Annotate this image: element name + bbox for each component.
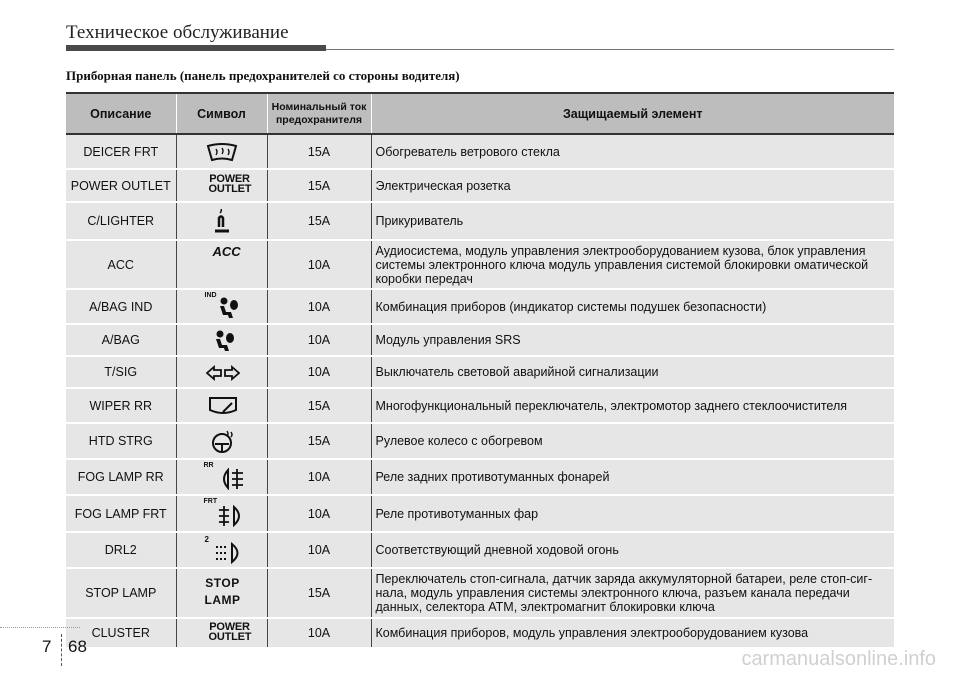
- row-rating: 10A: [267, 356, 371, 388]
- acc-symbol: ACC: [212, 244, 241, 259]
- row-protected: Прикуриватель: [371, 202, 894, 240]
- row-protected: Реле противотуманных фар: [371, 495, 894, 532]
- header-rule: [326, 49, 894, 50]
- row-protected: Переключатель стоп-сигнала, датчик заряда аккумуляторной батареи, реле стоп-сиг-нала, модуль управления системы электронного ключа, разъем канала передачи данных, селектора АТМ, электромагнит блокировки ключа: [371, 568, 894, 618]
- table-row: [66, 240, 894, 289]
- row-protected: Комбинация приборов, модуль управления электрооборудованием кузова: [371, 618, 894, 648]
- table-row: [66, 459, 894, 495]
- column-header-description: Описание: [66, 93, 176, 134]
- row-rating: 10A: [267, 532, 371, 568]
- airbag-icon: [215, 296, 241, 320]
- row-description: T/SIG: [66, 356, 176, 388]
- row-description: DEICER FRT: [66, 134, 176, 169]
- airbag-icon: [211, 329, 237, 353]
- table-row: [66, 289, 894, 324]
- row-symbol: [176, 459, 267, 495]
- row-protected: Модуль управления SRS: [371, 324, 894, 356]
- table-row: [66, 618, 894, 648]
- row-symbol: [176, 289, 267, 324]
- ind-label: IND: [204, 292, 217, 299]
- row-rating: 15A: [267, 388, 371, 423]
- table-row: [66, 495, 894, 532]
- row-description: C/LIGHTER: [66, 202, 176, 240]
- row-description: A/BAG IND: [66, 289, 176, 324]
- table-row: [66, 568, 894, 618]
- column-header-protected: Защищаемый элемент: [371, 93, 894, 134]
- turn-signal-icon: [206, 365, 240, 381]
- row-protected: Многофункциональный переключатель, электромотор заднего стеклоочистителя: [371, 388, 894, 423]
- row-description: CLUSTER: [66, 618, 176, 648]
- row-rating: 15A: [267, 134, 371, 169]
- column-header-symbol: Символ: [176, 93, 267, 134]
- page-header-title: Техническое обслуживание: [66, 22, 289, 43]
- drl-icon: [215, 542, 245, 564]
- row-symbol: [176, 356, 267, 388]
- row-symbol: [176, 495, 267, 532]
- table-row: [66, 169, 894, 202]
- rear-wiper-icon: [208, 396, 238, 418]
- watermark: carmanualsonline.info: [741, 648, 936, 670]
- row-protected: Соответствующий дневной ходовой огонь: [371, 532, 894, 568]
- cigar-lighter-icon: [211, 209, 233, 235]
- row-symbol: [176, 388, 267, 423]
- row-description: FOG LAMP RR: [66, 459, 176, 495]
- row-symbol: [176, 324, 267, 356]
- row-rating: 10A: [267, 495, 371, 532]
- row-description: HTD STRG: [66, 423, 176, 459]
- row-description: POWER OUTLET: [66, 169, 176, 202]
- heated-steering-icon: [210, 429, 236, 455]
- row-rating: 10A: [267, 459, 371, 495]
- table-header-row: [66, 93, 894, 134]
- front-fog-icon: [217, 505, 245, 527]
- row-protected: Комбинация приборов (индикатор системы подушек безопасности): [371, 289, 894, 324]
- rr-label: RR: [203, 462, 214, 469]
- row-rating: 15A: [267, 169, 371, 202]
- row-protected: Реле задних противотуманных фонарей: [371, 459, 894, 495]
- table-row: [66, 532, 894, 568]
- row-description: STOP LAMP: [66, 568, 176, 618]
- header-bar: [66, 45, 326, 51]
- row-description: WIPER RR: [66, 388, 176, 423]
- row-rating: 10A: [267, 618, 371, 648]
- row-symbol: [176, 532, 267, 568]
- row-symbol: [176, 618, 267, 648]
- footer-separator: [61, 634, 62, 666]
- row-protected: Аудиосистема, модуль управления электрооборудованием кузова, блок управления системы электронного ключа модуль управления системой блокировки оматической коробки передач: [371, 240, 894, 289]
- row-rating: 10A: [267, 289, 371, 324]
- stop-lamp-symbol: STOP LAMP: [204, 576, 241, 607]
- table-row: [66, 324, 894, 356]
- section-title: Приборная панель (панель предохранителей со стороны водителя): [66, 68, 460, 83]
- row-symbol: [176, 134, 267, 169]
- row-symbol: [176, 240, 267, 289]
- row-description: DRL2: [66, 532, 176, 568]
- row-symbol: [176, 568, 267, 618]
- row-symbol: [176, 169, 267, 202]
- row-protected: Выключатель световой аварийной сигнализации: [371, 356, 894, 388]
- table-row: [66, 388, 894, 423]
- row-description: FOG LAMP FRT: [66, 495, 176, 532]
- table-row: [66, 134, 894, 169]
- defroster-icon: [205, 141, 239, 163]
- table-row: [66, 356, 894, 388]
- frt-label: FRT: [203, 498, 218, 505]
- rear-fog-icon: [219, 468, 245, 490]
- row-rating: 15A: [267, 202, 371, 240]
- row-symbol: [176, 202, 267, 240]
- row-rating: 10A: [267, 240, 371, 289]
- row-rating: 15A: [267, 568, 371, 618]
- power-outlet-symbol: POWER OUTLET: [208, 621, 252, 643]
- power-outlet-symbol: POWER OUTLET: [208, 173, 252, 195]
- footer-rule: [0, 627, 80, 628]
- row-protected: Обогреватель ветрового стекла: [371, 134, 894, 169]
- chapter-number: 7: [42, 637, 52, 656]
- row-rating: 15A: [267, 423, 371, 459]
- page-number: 68: [68, 637, 87, 656]
- row-description: A/BAG: [66, 324, 176, 356]
- fuse-table: [66, 92, 894, 649]
- row-protected: Электрическая розетка: [371, 169, 894, 202]
- row-protected: Рулевое колесо с обогревом: [371, 423, 894, 459]
- table-row: [66, 202, 894, 240]
- column-header-rating: Номинальный ток предохранителя: [267, 93, 371, 134]
- row-rating: 10A: [267, 324, 371, 356]
- row-symbol: [176, 423, 267, 459]
- drl-label: 2: [204, 535, 209, 544]
- table-row: [66, 423, 894, 459]
- row-description: ACC: [66, 240, 176, 289]
